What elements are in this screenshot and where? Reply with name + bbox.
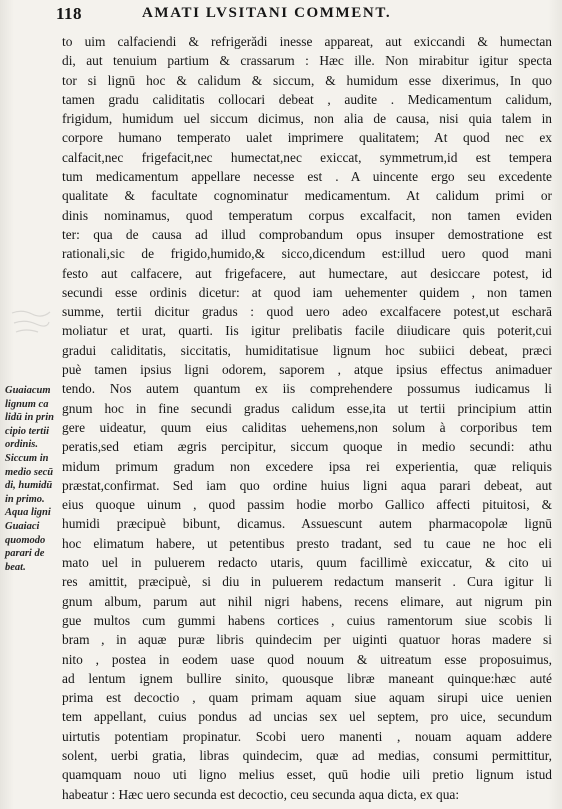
marginal-note-line: cipio tertii: [5, 425, 50, 437]
text-line: mato uel in puluerem redacto utaris, quum facillimè exiccatur, & cito ui: [62, 555, 552, 571]
text-line: midum primum gradum non excedere ipsa rei experientia, quæ reliquis: [62, 458, 552, 474]
text-line: tendo. Nos autem quantum ex iis comprehendere possumus iudicamus li: [62, 381, 552, 397]
marginal-note-line: lidū in prin: [5, 412, 55, 424]
text-line: qualitate & facultate cognominatur medicamentum. At calidum primi or: [62, 188, 552, 204]
text-line: habeatur : Hæc uero secunda est decoctio, ceu secunda aqua dicta, ex qua:: [62, 786, 460, 802]
text-line: ter: qua de causa ad illud comprobandum opus insuper demostratione est: [62, 226, 552, 242]
text-line: eius quoque uinum , quod passim hodie morbo Gallico affecti pituitosi, &: [62, 497, 552, 513]
text-line: gnum hoc in fine secundi gradus calidum esse,ita ut tertii principium attin: [62, 400, 552, 416]
text-line: humidi præcipuè bibunt, dicamus. Assuescunt autem pharmacopolæ lignū: [62, 516, 552, 532]
text-line: calfacit,nec frigefacit,nec humectat,nec exiccat, symmetrum,id est tempera: [62, 149, 552, 165]
text-line: res amittit, præcipuè, si diu in puluerem redactum manserit . Cura igitur li: [62, 574, 552, 590]
text-line: gradui caliditatis, siccitatis, humiditatisue lignum hoc subiici debeat, præci: [62, 342, 552, 358]
page-header: [56, 4, 556, 26]
text-line: uirtutis potentiam propinatur. Scobi uero manenti , nouam aquam addere: [62, 728, 552, 744]
text-line: ad lentum ignem bullire sinito, quousque libræ maneant quinque:hæc auté: [62, 670, 552, 686]
text-line: gue multos cum gummi habens cortices , cuius ramentorum siue scobis li: [62, 612, 552, 628]
text-line: bram , in aquæ puræ libris quindecim per uiginti quatuor horas madere si: [62, 632, 552, 648]
marginal-note-line: in primo.: [5, 493, 45, 505]
text-line: corpore humano temperato ualet imprimere qualitatem; At quod nec ex: [62, 130, 552, 146]
marginal-note-line: lignum ca: [5, 398, 49, 410]
text-line: secundi esse ordinis dicetur: at quod iam uehementer quidem , non tamen: [62, 284, 552, 300]
text-line: moliatur et urat, quarti. Iis igitur prelibatis facile diiudicare quis poterit,cui: [62, 323, 552, 339]
marginal-note-line: Guaiacum: [5, 385, 51, 396]
marginal-note-line: parari de: [5, 548, 45, 560]
text-line: prima est decoctio , quam primam aquam siue aquam sirupi uice uenien: [62, 690, 552, 706]
text-line: quamquam nouo uti ligno melius esset, quū hodie uili pretio lignum istud: [62, 767, 552, 783]
marginal-notes: [5, 384, 61, 574]
marginal-note-line: beat.: [5, 561, 26, 573]
marginal-note-line: di, humidū: [5, 480, 53, 492]
text-line: præstat,confirmat. Sed iam quo ordine huius ligni aqua parari debeat, aut: [62, 477, 552, 493]
marginal-note-line: Siccum in: [5, 452, 49, 464]
faint-ink-mark: [10, 307, 52, 335]
text-line: peratis,sed etiam ægris percipitur, siccum quoque in medio secundi: athu: [62, 439, 552, 455]
text-line: rationali,sic de frigido,humido,& sicco,dicendum est:illud uero quod mani: [62, 246, 552, 262]
text-line: hoc elimatum habere, ut petentibus presto tradant, sed tu caue ne hoc eli: [62, 535, 552, 551]
marginal-note-line: medio secū: [5, 466, 54, 478]
page-number: 118: [56, 4, 83, 23]
text-line: di, aut tenuium partium & crassarum : Hæc ille. Non mirabitur igitur specta: [62, 53, 552, 69]
text-line: puè tamen ipsius ligni odorem, saporem , atque ipsius effectus animaduer: [62, 362, 552, 378]
text-line: solent, uerbi gratia, libras quindecim, quæ ad medias, consumi permittitur,: [62, 747, 552, 763]
text-line: tamen gradu caliditatis collocari debeat , audite . Medicamentum calidum,: [62, 91, 552, 107]
text-line: nito , postea in eodem uase quod nouum & uitreatum esse proposuimus,: [62, 651, 552, 667]
marginal-note-line: Aqua ligni: [5, 507, 51, 519]
marginal-note-line: ordinis.: [5, 439, 38, 451]
text-line: tem appellant, cuius pondus ad uncias sex uel septem, pro uice, secundum: [62, 709, 552, 725]
text-line: gere uideatur, quum eius caliditas uehemens,non solum à corporibus tem: [62, 419, 552, 435]
text-line: festo aut calfacere, aut frigefacere, aut humectare, aut desiccare potest, id: [62, 265, 552, 281]
text-line: to uim calfaciendi & refrigerădi inesse appareat, aut exiccandi & humectan: [62, 34, 552, 49]
text-line: gnum album, parum aut nihil nigri habens, recens elimare, aut nigrum pin: [62, 593, 552, 609]
running-head: AMATI LVSITANI COMMENT.: [142, 5, 392, 21]
text-line: dinis nominamus, quod temperatum corpus excalfacit, non tamen eviden: [62, 207, 552, 223]
body-text: [62, 32, 552, 804]
text-line: summe, tertii dicitur gradus : quod uero adeo excalfacere potest,ut escharā: [62, 304, 552, 320]
text-line: tor si lignū hoc & calidum & siccum, & humidum esse dixerimus, In quo: [62, 72, 552, 88]
text-line: tum medicamentum appellare necesse est . A uincente ergo seu excedente: [62, 169, 552, 185]
marginal-note-line: Guaiaci: [5, 520, 40, 532]
text-line: frigidum, humidum uel siccum dicimus, non alia de causa, nisi quia talem in: [62, 111, 552, 127]
marginal-note-line: quomodo: [5, 534, 46, 546]
